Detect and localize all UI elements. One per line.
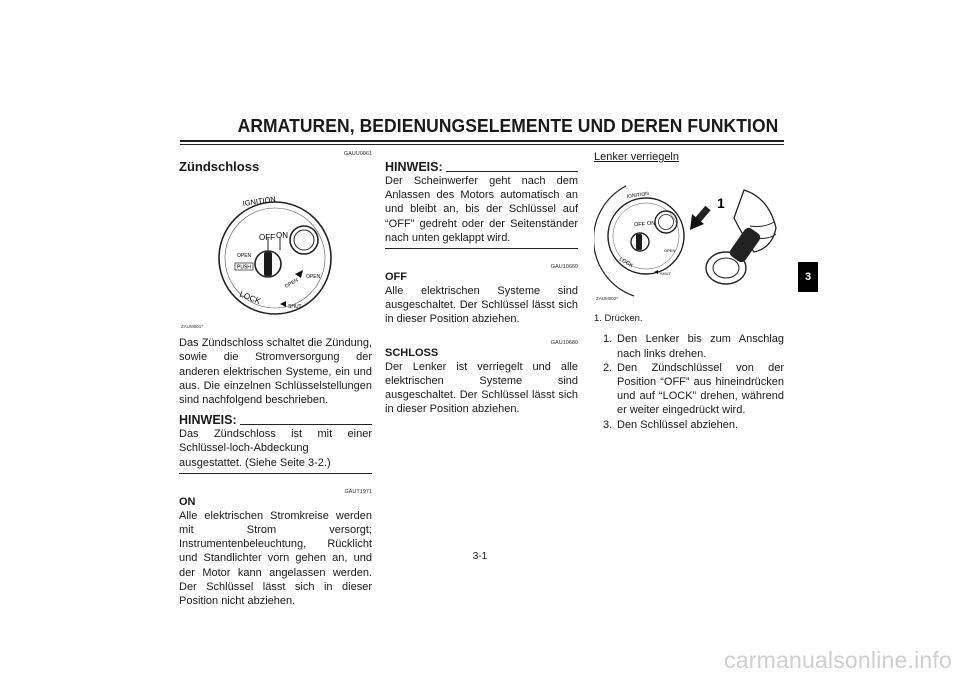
- open-label-bottom: OPEN: [284, 277, 300, 290]
- column-2: [385, 150, 578, 416]
- on-label: ON: [647, 221, 656, 228]
- section-heading-lock: SCHLOSS: [385, 346, 439, 359]
- column-3: [594, 150, 784, 432]
- section-heading-on: ON: [179, 495, 196, 508]
- ignition-label: IGNITION: [626, 191, 650, 201]
- title-rule: [180, 140, 784, 142]
- note-heading-label: HINWEIS:: [179, 413, 237, 428]
- note-heading-rule: [240, 424, 372, 425]
- figure-caption: 1. Drücken.: [594, 313, 643, 325]
- callout-number: 1: [717, 195, 725, 212]
- note-end-rule: [179, 473, 372, 474]
- shut-label: SHUT: [288, 304, 302, 311]
- steps-list: [594, 332, 784, 431]
- shut-label: SHUT: [660, 271, 671, 277]
- chapter-tab: 3: [798, 262, 818, 292]
- step-text: Den Lenker bis zum Anschlag nach links drehen.: [617, 333, 784, 360]
- note-end-rule: [385, 248, 578, 249]
- page-number: 3-1: [472, 551, 488, 562]
- note-heading-rule: [446, 171, 578, 172]
- watermark: carmanualsonline.info: [724, 647, 952, 673]
- ignition-switch-figure: [179, 178, 372, 336]
- ignition-label: IGNITION: [242, 194, 277, 209]
- on-paragraph: Alle elektrischen Stromkreise werden mit Strom versorgt; Instrumentenbeleuchtung, Rücklicht und Standlichter vorn gehen an, und der Motor kann angelassen werden. Der Schlüssel lässt sich in dieser Position nicht abziehen.: [179, 509, 372, 608]
- step-number: 1.: [603, 333, 613, 346]
- note-text: Der Scheinwerfer geht nach dem Anlassen des Motors automatisch an und bleibt an, bis der Schlüssel auf “OFF” gedreht oder der Seitenständer nach unten geklappt wird.: [385, 175, 578, 244]
- reference-code: GAUT1971: [344, 488, 372, 495]
- figure-code: ZAUM002*: [596, 296, 619, 301]
- step-number: 3.: [603, 418, 613, 431]
- reference-code: GAU10680: [550, 339, 578, 346]
- list-item: [594, 332, 784, 360]
- figure-code: ZAUM001*: [181, 324, 204, 329]
- reference-code: GAU10660: [550, 264, 578, 271]
- open-label: OPEN: [664, 248, 676, 254]
- step-number: 2.: [603, 361, 613, 374]
- title-rule-thin: [180, 144, 784, 145]
- off-paragraph: Alle elektrischen Systeme sind ausgeschaltet. Der Schlüssel lässt sich in dieser Position abziehen.: [385, 285, 578, 326]
- intro-paragraph: Das Zündschloss schaltet die Zündung, sowie die Stromversorgung der anderen elektrischen Systeme, ein und aus. Die einzelnen Schlüsselstellungen sind nachfolgend beschrieben.: [179, 337, 372, 407]
- step-text: Den Schlüssel abziehen.: [617, 418, 739, 431]
- steering-lock-illustration: [594, 168, 784, 308]
- column-1: [179, 150, 372, 608]
- lock-paragraph: Der Lenker ist verriegelt und alle elektrischen Systeme sind ausgeschaltet. Der Schlüssel lässt sich in dieser Position abziehen.: [385, 360, 578, 416]
- on-label: ON: [276, 231, 288, 241]
- steering-lock-figure: [594, 168, 784, 308]
- open-label-left: OPEN: [237, 253, 252, 260]
- step-text: Den Zündschlüssel von der Position “OFF” aus hineindrücken und auf “LOCK” drehen, während er weiter eingedrückt wird.: [617, 361, 784, 417]
- section-heading-off: OFF: [385, 271, 407, 284]
- push-label: PUSH: [237, 264, 251, 271]
- lock-label: LOCK: [238, 289, 262, 307]
- reference-code: GAUU0061: [343, 151, 372, 157]
- section-heading-steering-lock: Lenker verriegeln: [594, 151, 679, 163]
- ignition-switch-illustration: [179, 178, 372, 336]
- note-heading: [385, 160, 578, 174]
- list-item: [594, 361, 784, 418]
- list-item: [594, 418, 784, 432]
- note-heading-label: HINWEIS:: [385, 160, 443, 174]
- open-label-right: OPEN: [306, 274, 321, 281]
- page-title: ARMATUREN, BEDIENUNGSELEMENTE UND DEREN FUNKTION: [237, 116, 779, 136]
- note-text: Das Zündschloss ist mit einer Schlüssel-loch-Abdeckung ausgestattet. (Siehe Seite 3-2.): [179, 428, 372, 469]
- section-heading-ignition: Zündschloss: [179, 159, 260, 174]
- note-heading: [179, 413, 372, 427]
- key-and-hand-icon: [690, 190, 776, 284]
- off-label: OFF: [259, 233, 275, 243]
- lock-label: LOCK: [618, 256, 634, 270]
- off-label: OFF: [634, 222, 645, 229]
